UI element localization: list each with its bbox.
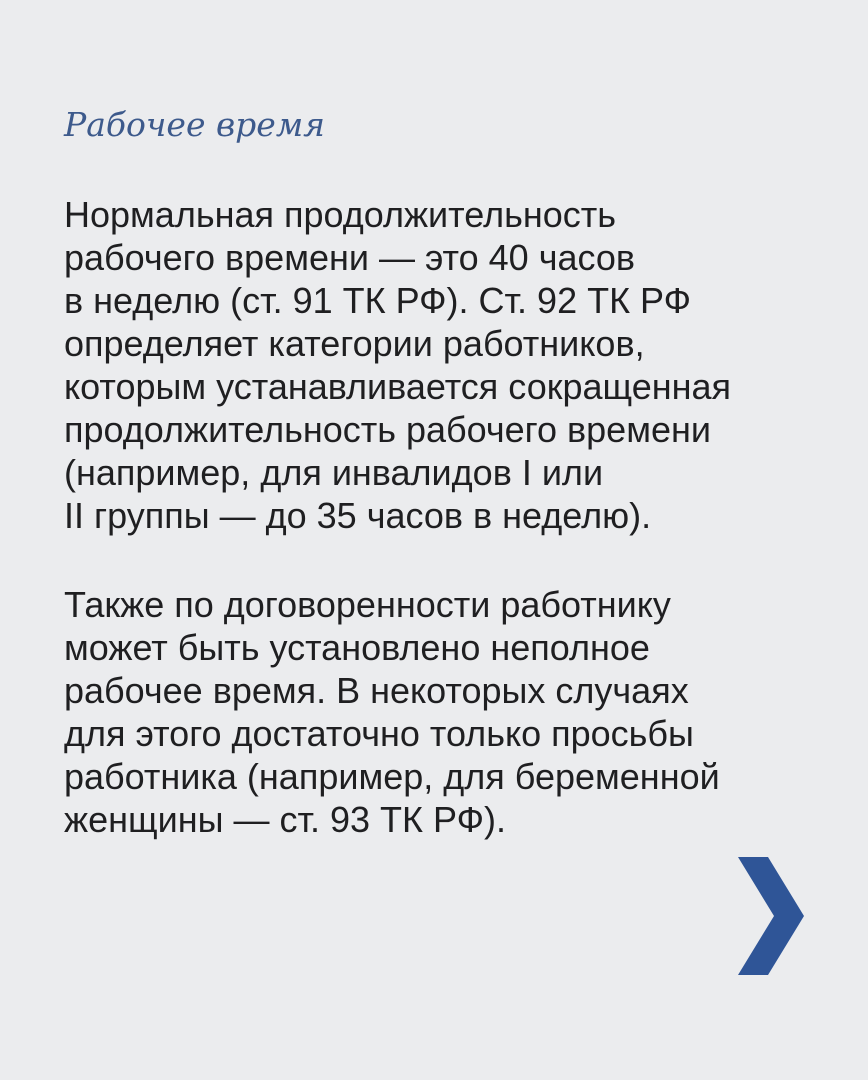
text-line: рабочее время. В некоторых случаях — [64, 670, 689, 711]
text-line: Нормальная продолжительность — [64, 194, 616, 235]
text-line: (например, для инвалидов I или — [64, 452, 604, 493]
text-line: может быть установлено неполное — [64, 627, 650, 668]
body-paragraph-2 — [64, 583, 720, 841]
text-line: рабочего времени — это 40 часов — [64, 237, 636, 278]
body-paragraph-1 — [64, 193, 731, 537]
text-line: определяет категории работников, — [64, 323, 645, 364]
text-line: для этого достаточно только просьбы — [64, 713, 694, 754]
text-line: продолжительность рабочего времени — [64, 409, 711, 450]
next-slide-button[interactable] — [738, 857, 804, 975]
page-title: Рабочее время — [64, 105, 326, 144]
text-line: Также по договоренности работнику — [64, 584, 671, 625]
text-line: II группы — до 35 часов в неделю). — [64, 495, 652, 536]
chevron-right-icon — [738, 857, 804, 975]
text-line: которым устанавливается сокращенная — [64, 366, 732, 407]
text-line: женщины — ст. 93 ТК РФ). — [64, 799, 506, 840]
text-line: работника (например, для беременной — [64, 756, 720, 797]
text-line: в неделю (ст. 91 ТК РФ). Ст. 92 ТК РФ — [64, 280, 692, 321]
